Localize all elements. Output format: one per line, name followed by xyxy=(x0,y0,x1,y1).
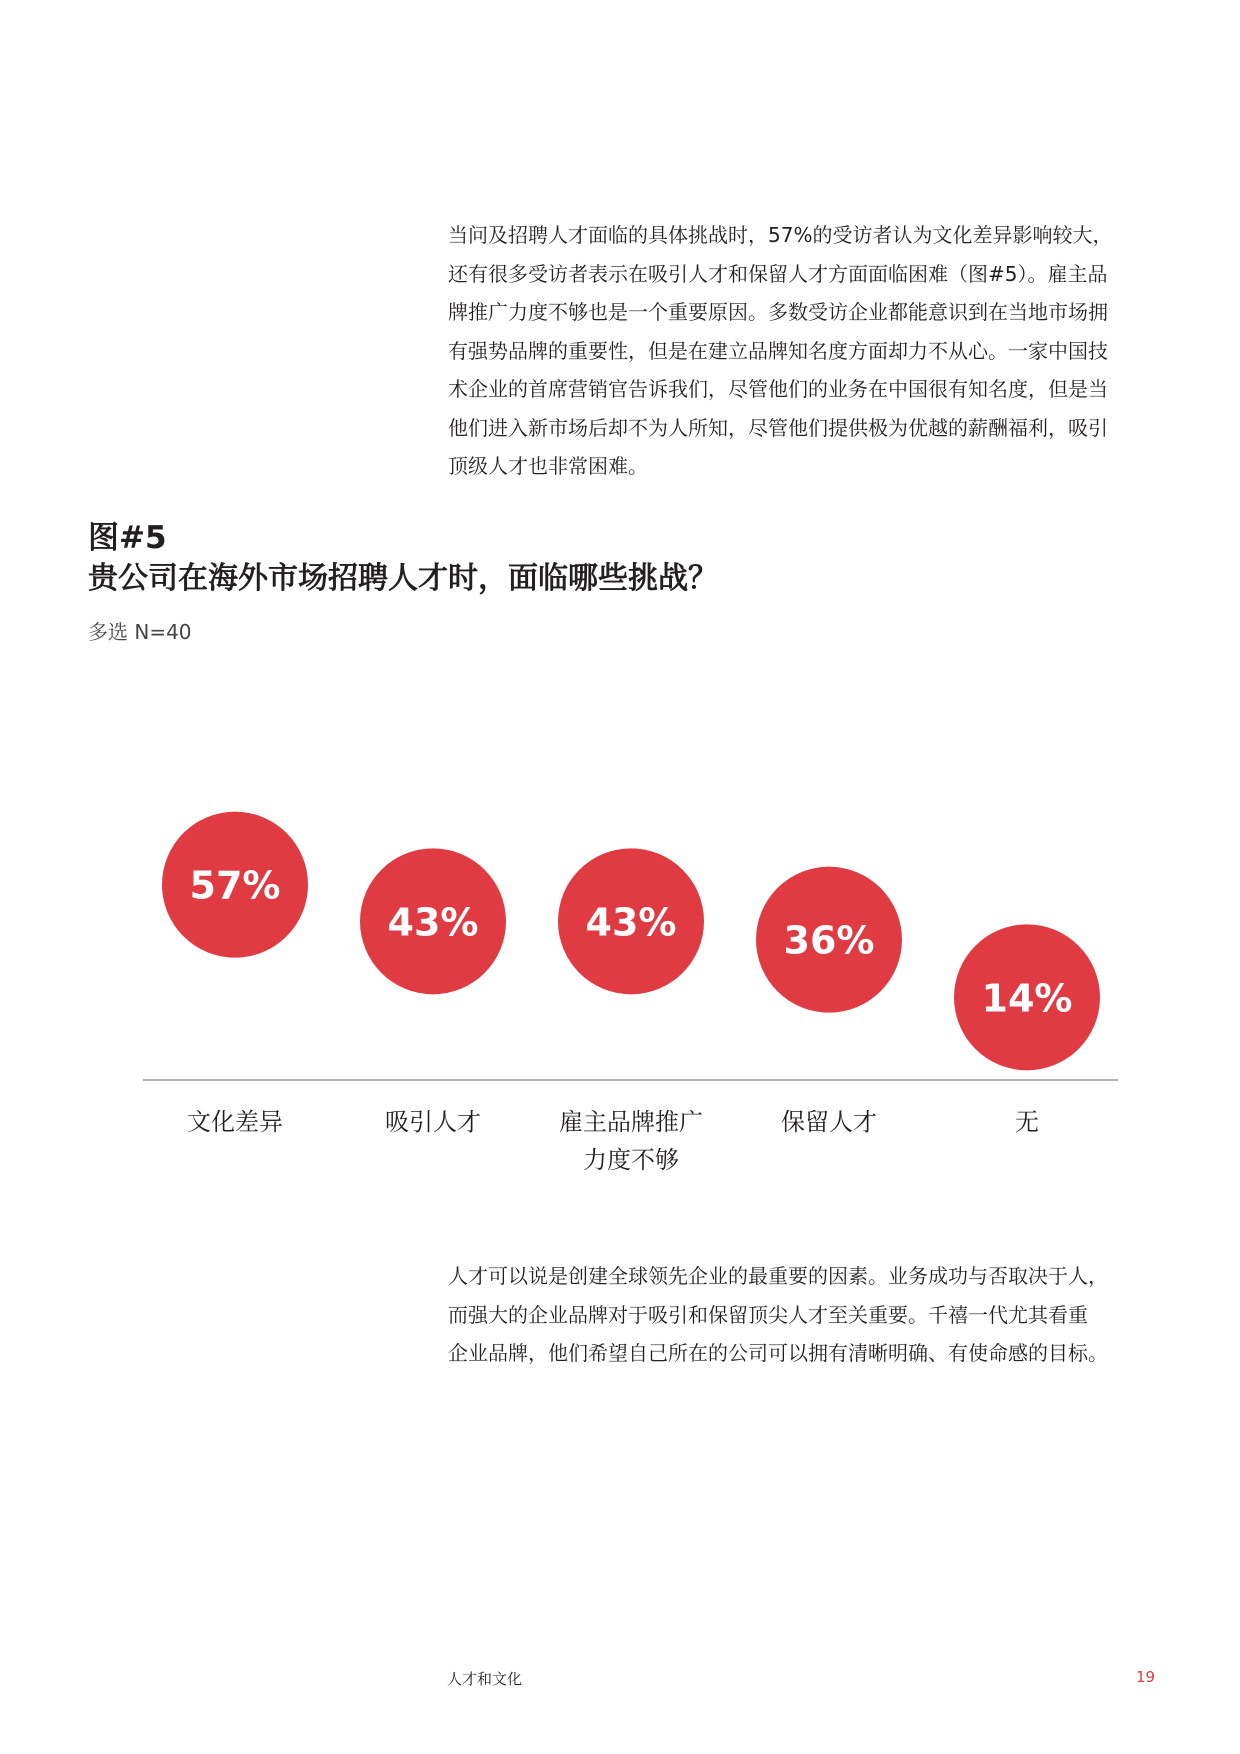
intro-line: 他们进入新市场后却不为人所知，尽管他们提供极为优越的薪酬福利，吸引 xyxy=(448,415,1108,440)
value-label: 43% xyxy=(585,900,677,945)
category-label xyxy=(323,1103,543,1141)
value-label: 57% xyxy=(189,863,281,908)
outro-line: 而强大的企业品牌对于吸引和保留顶尖人才至关重要。千禧一代尤其看重 xyxy=(448,1302,1088,1327)
intro-line: 还有很多受访者表示在吸引人才和保留人才方面面临困难（图#5）。雇主品 xyxy=(448,261,1108,286)
figure-title: 贵公司在海外市场招聘人才时，面临哪些挑战？ xyxy=(88,561,718,596)
category-label xyxy=(125,1103,345,1141)
page-number: 19 xyxy=(1136,1668,1156,1686)
figure-note: 多选 N=40 xyxy=(88,620,192,644)
category-label-line: 无 xyxy=(1015,1108,1039,1136)
outro-line: 人才可以说是创建全球领先企业的最重要的因素。业务成功与否取决于人， xyxy=(448,1264,1108,1288)
category-label-line: 力度不够 xyxy=(583,1146,679,1174)
category-label xyxy=(521,1103,741,1179)
category-label xyxy=(917,1103,1137,1141)
chart-marks xyxy=(162,812,1100,1071)
category-label-line: 文化差异 xyxy=(187,1108,283,1136)
value-label: 43% xyxy=(387,900,479,945)
outro-line: 企业品牌，他们希望自己所在的公司可以拥有清晰明确、有使命感的目标。 xyxy=(448,1341,1108,1365)
category-label xyxy=(719,1103,939,1141)
value-label: 14% xyxy=(981,976,1073,1021)
footer-title: 人才和文化 xyxy=(447,1670,523,1688)
category-label-line: 雇主品牌推广 xyxy=(559,1108,703,1136)
category-label-line: 保留人才 xyxy=(781,1108,877,1136)
figure-number: 图#5 xyxy=(88,520,167,556)
intro-line: 术企业的首席营销官告诉我们，尽管他们的业务在中国很有知名度，但是当 xyxy=(448,377,1108,401)
category-label-line: 吸引人才 xyxy=(385,1108,481,1136)
intro-line: 有强势品牌的重要性，但是在建立品牌知名度方面却力不从心。一家中国技 xyxy=(448,338,1108,363)
intro-line: 当问及招聘人才面临的具体挑战时，57%的受访者认为文化差异影响较大， xyxy=(448,223,1113,247)
value-label: 36% xyxy=(783,918,875,963)
intro-line: 顶级人才也非常困难。 xyxy=(448,454,648,478)
outro-paragraph xyxy=(448,1257,1160,1373)
intro-line: 牌推广力度不够也是一个重要原因。多数受访企业都能意识到在当地市场拥 xyxy=(448,300,1108,324)
